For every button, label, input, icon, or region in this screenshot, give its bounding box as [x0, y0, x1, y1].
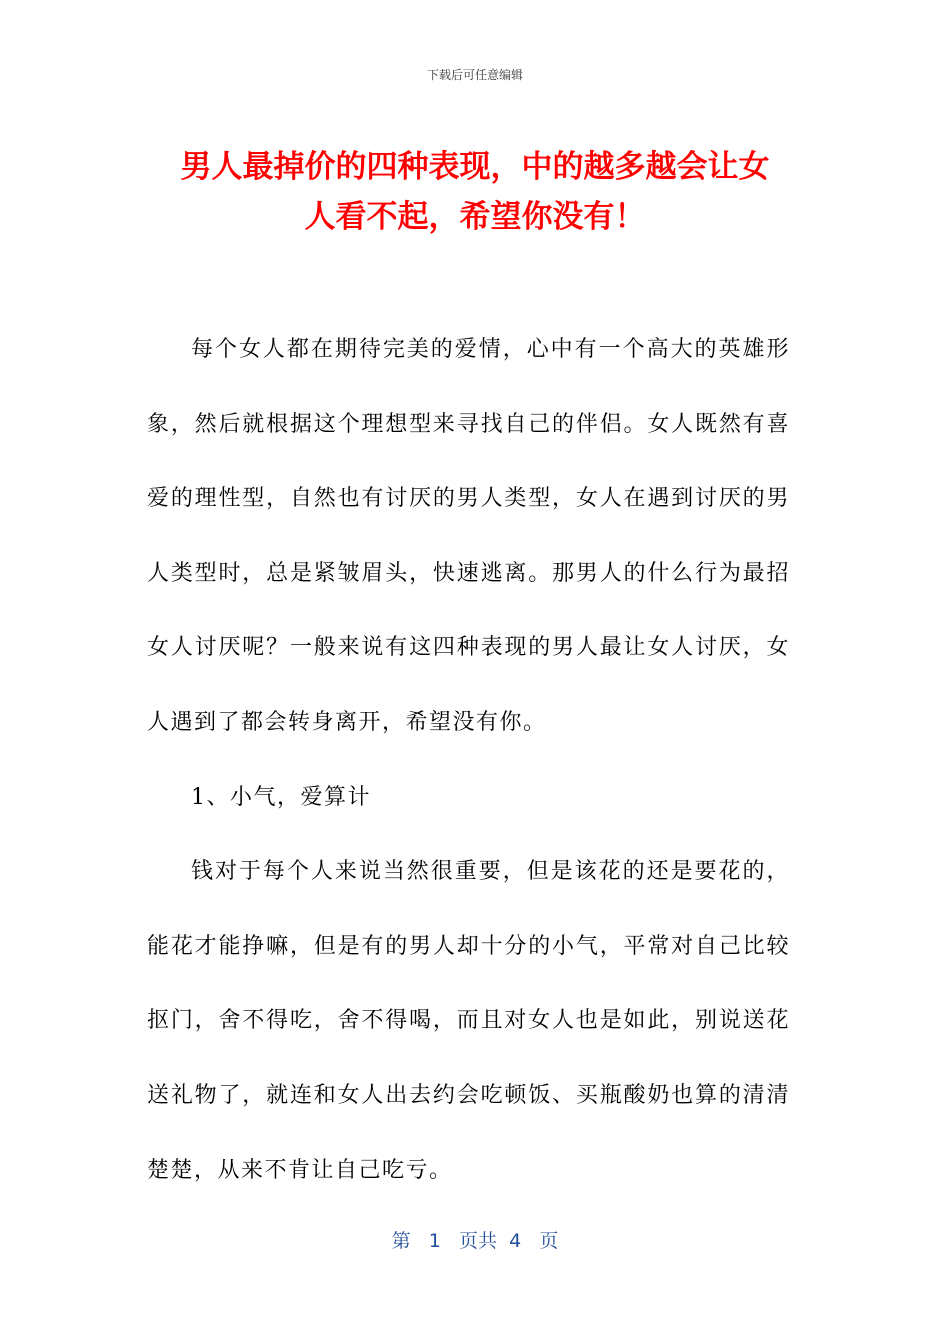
page-footer	[0, 1226, 950, 1253]
footer-current-page: 1	[428, 1230, 441, 1252]
paragraph-section-1: 钱对于每个人来说当然很重要，但是该花的还是要花的，能花才能挣嘛，但是有的男人却十分的小气，平常对自己比较抠门，舍不得吃，舍不得喝，而且对女人也是如此，别说送花送礼物了，就连和女人出去约会吃顿饭、买瓶酸奶也算的清清楚楚，从来不肯让自己吃亏。	[147, 859, 790, 1183]
footer-suffix: 页	[539, 1230, 559, 1252]
footer-middle: 页共	[459, 1230, 498, 1252]
paragraph-intro: 每个女人都在期待完美的爱情，心中有一个高大的英雄形象，然后就根据这个理想型来寻找自己的伴侣。女人既然有喜爱的理性型，自然也有讨厌的男人类型，女人在遇到讨厌的男人类型时，总是紧皱眉头，快速逃离。那男人的什么行为最招女人讨厌呢？一般来说有这四种表现的男人最让女人讨厌，女人遇到了都会转身离开，希望没有你。	[147, 337, 790, 735]
title-line-2: 人看不起，希望你没有！	[304, 199, 646, 235]
footer-total-pages: 4	[509, 1230, 522, 1252]
document-body	[147, 313, 790, 1208]
section-heading-1: 1、小气，爱算计	[191, 784, 371, 810]
header-note: 下载后可任意编辑	[426, 68, 523, 82]
document-title	[150, 142, 800, 242]
footer-prefix: 第	[391, 1230, 411, 1252]
title-line-1: 男人最掉价的四种表现，中的越多越会让女	[180, 149, 770, 185]
